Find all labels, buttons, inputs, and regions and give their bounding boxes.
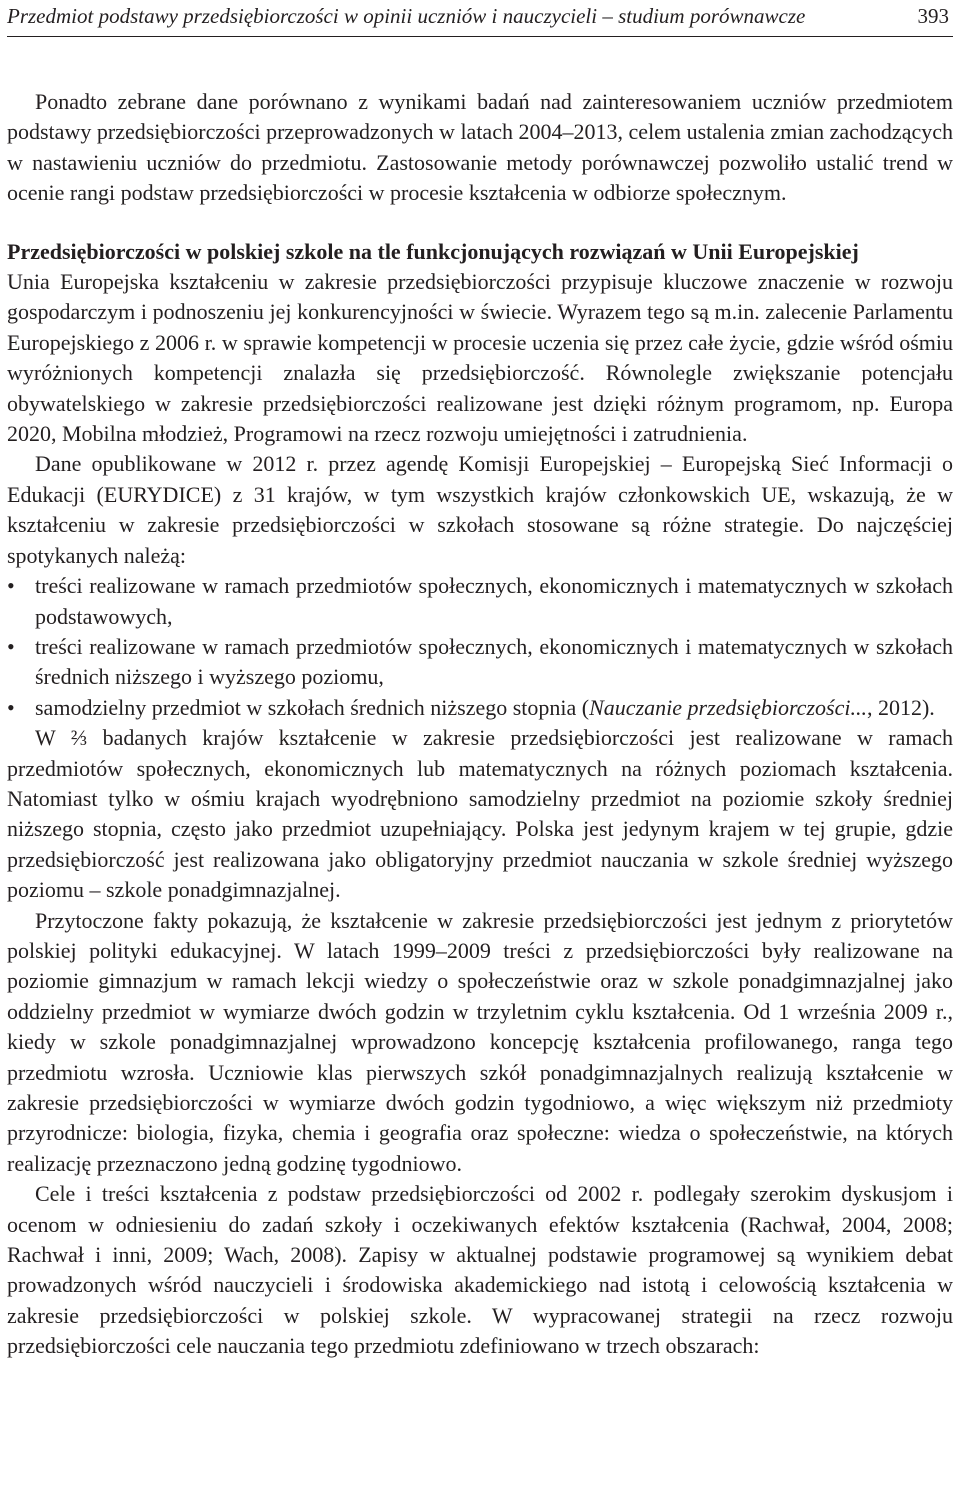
citation-title: Nauczanie przedsiębiorczości... [589,694,867,720]
bullet-icon: • [7,694,15,720]
section-heading: Przedsiębiorczości w polskiej szkole na tle funkcjonujących rozwiązań w Unii Europejskiej [7,238,859,264]
intro-paragraph: Ponadto zebrane dane porównano z wynikami badań nad zainteresowaniem uczniów przedmiotem podstawy przedsiębiorczości przeprowadzonych w latach 2004–2013, celem ustalenia zmian zachodzących w nastawieniu uczniów do przedmiotu. Zastosowanie metody porównawczej pozwoliło ustalić trend w ocenie rangi podstaw przedsiębiorczości w procesie kształcenia w odbiorze społecznym. [7,89,953,206]
body-text [7,87,953,1362]
section-paragraph-2: Dane opublikowane w 2012 r. przez agendę Komisji Europejskiej – Europejską Sieć Informacji o Edukacji (EURYDICE) z 31 krajów, w tym wszystkich krajów członkowskich UE, wskazują, że w kształceniu w zakresie przedsiębiorczości w szkołach stosowane są różne strategie. Do najczęściej spotykanych należą: [7,451,953,568]
list-item [7,571,953,632]
running-head-title: Przedmiot podstawy przedsiębiorczości w opinii uczniów i nauczycieli – studium porównawcze [7,4,806,28]
section-paragraph-5: Cele i treści kształcenia z podstaw przedsiębiorczości od 2002 r. podlegały szerokim dyskusjom i ocenom w odniesieniu do zadań szkoły i oczekiwanych efektów kształcenia (Rachwał, 2004, 2008; Rachwał i inni, 2009; Wach, 2008). Zapisy w aktualnej podstawie programowej są wynikiem debat prowadzonych wśród nauczycieli i środowiska akademickiego nad istotą i celowością kształcenia w zakresie przedsiębiorczości w polskiej szkole. W wypracowanej strategii na rzecz rozwoju przedsiębiorczości cele nauczania tego przedmiotu zdefiniowano w trzech obszarach: [7,1181,953,1359]
section-paragraph-4: Przytoczone fakty pokazują, że kształcenie w zakresie przedsiębiorczości jest jednym z priorytetów polskiej polityki edukacyjnej. W latach 1999–2009 treści z przedsiębiorczości były realizowane na poziomie gimnazjum w ramach lekcji wiedzy o społeczeństwie oraz w szkole ponadgimnazjalnej jako oddzielny przedmiot w wymiarze dwóch godzin w trzyletnim cyklu kształcenia. Od 1 września 2009 r., kiedy w szkole ponadgimnazjalnej wprowadzono koncepcję kształcenia profilowanego, ranga tego przedmiotu wzrosła. Uczniowie klas pierwszych szkół ponadgimnazjalnych realizują kształcenie w zakresie przedsiębiorczości w wymiarze dwóch godzin tygodniowo, a więc większym niż przedmioty przyrodnicze: biologia, fizyka, chemia i geografia oraz społeczne: wiedza o społeczeństwie, na których realizację przeznaczono jedną godzinę tygodniowo. [7,907,953,1176]
section-paragraph-3: W ⅔ badanych krajów kształcenie w zakresie przedsiębiorczości jest realizowane w ramach przedmiotów społecznych, ekonomicznych lub matematycznych na różnych poziomach kształcenia. Natomiast tylko w ośmiu krajach wyodrębniono samodzielny przedmiot na poziomie szkoły średniej niższego stopnia, często jako przedmiot uzupełniający. Polska jest jedynym krajem w tej grupie, gdzie przedsiębiorczość jest realizowana jako obligatoryjny przedmiot nauczania w szkole średniej wyższego poziomu – szkole ponadgimnazjalnej. [7,725,953,903]
bullet-icon: • [7,633,15,659]
list-item [7,632,953,693]
strategy-list [7,571,953,723]
bullet-icon: • [7,573,15,599]
list-item-text: treści realizowane w ramach przedmiotów społecznych, ekonomicznych i matematycznych w szkołach średnich niższego i wyższego poziomu, [35,633,953,690]
running-head [7,0,953,37]
list-item-text: samodzielny przedmiot w szkołach średnich niższego stopnia ( [35,694,590,720]
page-number: 393 [917,4,949,28]
list-item-text: treści realizowane w ramach przedmiotów społecznych, ekonomicznych i matematycznych w szkołach podstawowych, [35,573,953,629]
section-paragraph-1: Unia Europejska kształceniu w zakresie przedsiębiorczości przypisuje kluczowe znaczenie w rozwoju gospodarczym i podnoszeniu jej konkurencyjności w świecie. Wyrazem tego są m.in. zalecenie Parlamentu Europejskiego z 2006 r. w sprawie kompetencji w procesie uczenia się przez całe życie, gdzie wśród ośmiu wyróżnionych kompetencji znalazła się przedsiębiorczość. Równolegle zwiększanie potencjału obywatelskiego w zakresie przedsiębiorczości realizowane jest dzięki różnym programom, np. Europa 2020, Mobilna młodzież, Programowi na rzecz rozwoju umiejętności i zatrudnienia. [7,269,953,447]
citation-year: , 2012). [866,694,935,720]
list-item [7,693,953,723]
